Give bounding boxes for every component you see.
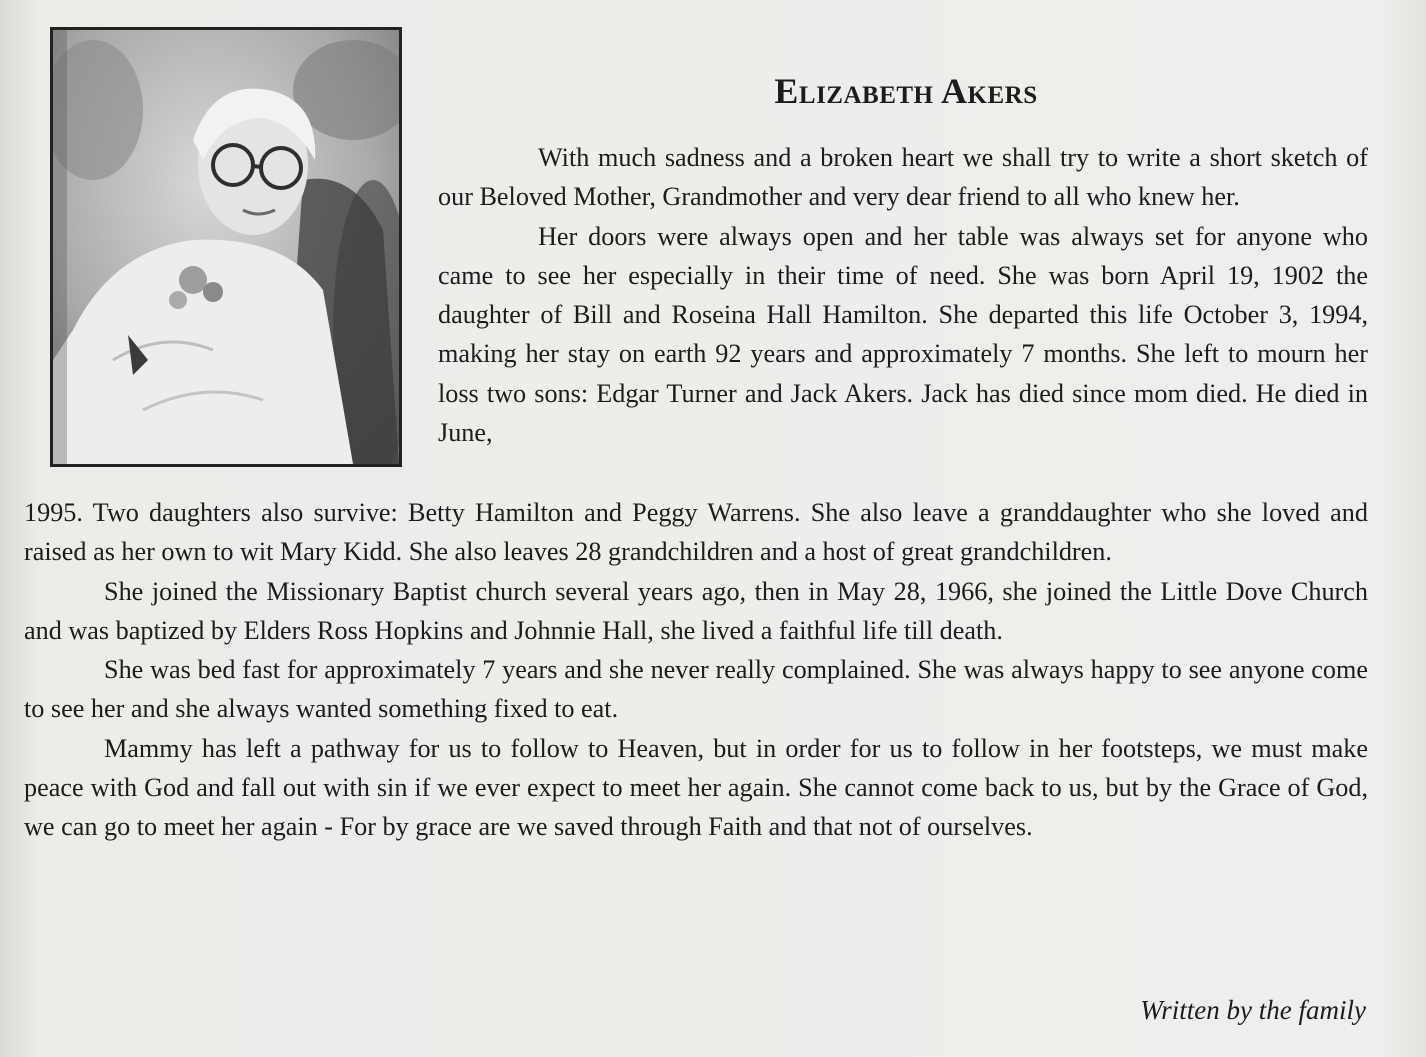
paragraph-church: She joined the Missionary Baptist church several years ago, then in May 28, 1966, she joined the Little Dove Church and was baptized by Elders Ross Hopkins and Johnnie Hall, she lived a faithful life till death. — [24, 576, 1368, 645]
portrait-photo-icon — [50, 27, 402, 467]
portrait-photo-graphic — [53, 30, 399, 464]
obituary-title: Elizabeth Akers — [774, 71, 1038, 111]
paragraph-life-summary-start: Her doors were always open and her table was always set for anyone who came to see her especially in their time of need. She was born April 19, 1902 the daughter of Bill and Roseina Hall Hamilton. She departed this life October 3, 1994, making her stay on earth 92 years and approximately 7 months. She left to mourn her loss two sons: Edgar Turner and Jack Akers. Jack has died since mom died. He died in June, — [438, 221, 1368, 448]
intro-column — [438, 138, 1368, 452]
main-column — [24, 493, 1368, 847]
paragraph-opening: With much sadness and a broken heart we shall try to write a short sketch of our Beloved Mother, Grandmother and very dear friend to all who knew her. — [438, 143, 1368, 212]
paragraph-pathway: Mammy has left a pathway for us to follow to Heaven, but in order for us to follow in her footsteps, we must make peace with God and fall out with sin if we ever expect to meet her again. She cannot come back to us, but by the Grace of God, we can go to meet her again - For by grace are we saved through Faith and that not of ourselves. — [24, 733, 1368, 842]
paragraph-life-summary-continued: 1995. Two daughters also survive: Betty Hamilton and Peggy Warrens. She also leave a granddaughter who she loved and raised as her own to wit Mary Kidd. She also leaves 28 grandchildren and a host of great grandchildren. — [24, 498, 1368, 567]
signature: Written by the family — [1140, 995, 1366, 1025]
paragraph-bedfast: She was bed fast for approximately 7 years and she never really complained. She was always happy to see anyone come to see her and she always wanted something fixed to eat. — [24, 655, 1368, 724]
